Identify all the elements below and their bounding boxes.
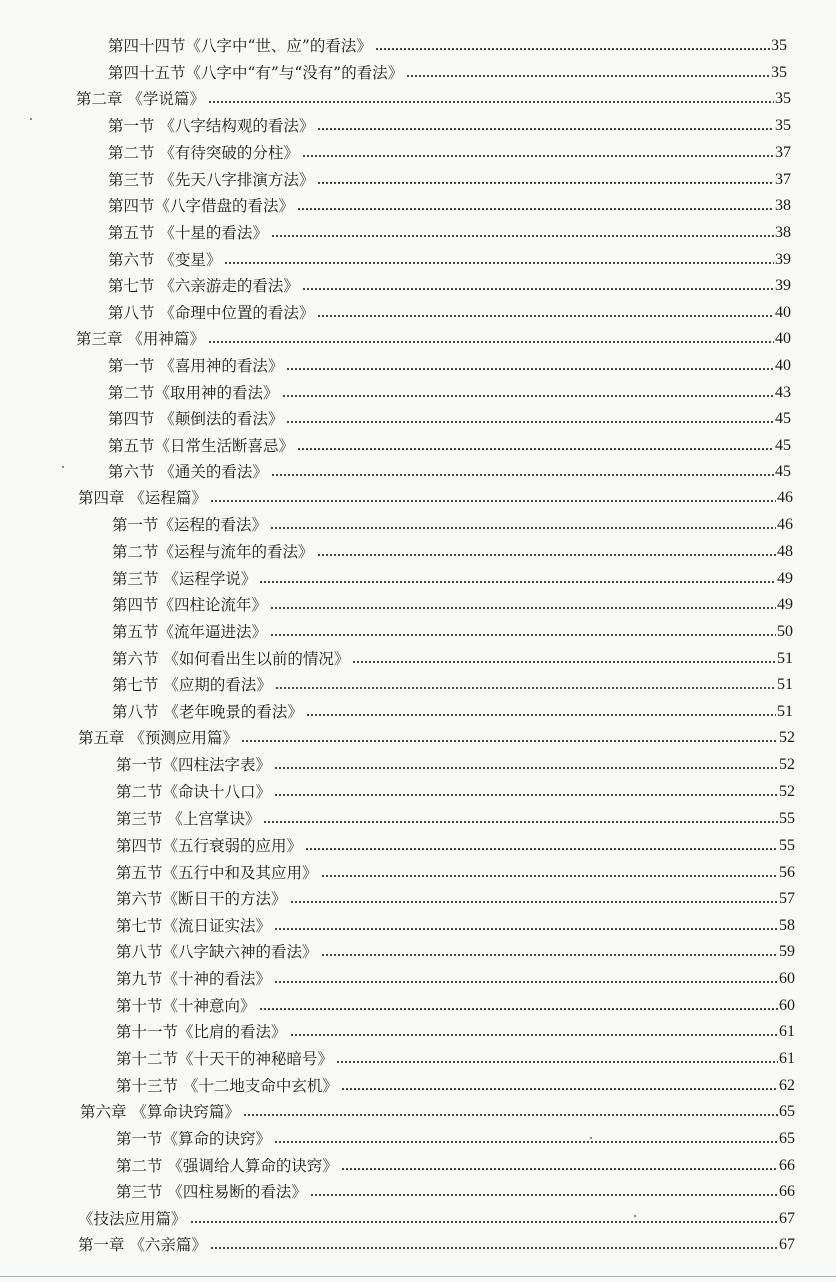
dot-leader	[321, 873, 778, 878]
toc-entry	[108, 297, 791, 323]
toc-entry-page-number: 51	[777, 650, 793, 667]
toc-entry-title: 第六节 《如何看出生以前的情况》	[112, 650, 350, 668]
toc-entry-page-number: 59	[779, 943, 795, 960]
toc-entry-page-number: 43	[775, 384, 791, 401]
toc-entry	[116, 1150, 795, 1176]
toc-entry-page-number: 55	[779, 837, 795, 854]
toc-entry-title: 第三节 《运程学说》	[112, 570, 257, 588]
dot-leader	[286, 366, 774, 371]
dot-leader	[274, 792, 778, 797]
dot-leader	[317, 552, 776, 557]
toc-entry	[116, 936, 795, 962]
dot-leader	[306, 712, 776, 717]
dot-leader	[302, 286, 774, 291]
toc-entry-title: 第三节 《四柱易断的看法》	[116, 1183, 307, 1201]
toc-entry-title: 第四章 《运程篇》	[78, 489, 207, 507]
toc-entry-title: 第四节《四柱论流年》	[112, 596, 268, 614]
toc-entry-page-number: 49	[777, 596, 793, 613]
toc-entry	[108, 270, 791, 296]
dot-leader	[317, 180, 774, 185]
toc-entry-page-number: 40	[775, 357, 791, 374]
dot-leader	[263, 819, 778, 824]
toc-entry	[116, 963, 795, 989]
dot-leader	[297, 446, 774, 451]
toc-entry	[78, 1229, 795, 1255]
toc-entry	[116, 990, 795, 1016]
toc-entry	[76, 323, 791, 349]
toc-entry	[108, 30, 787, 56]
toc-entry-title: 第四十四节《八字中“世、应”的看法》	[108, 37, 372, 55]
toc-entry-title: 第五节《五行中和及其应用》	[116, 864, 318, 882]
toc-entry-title: 第三节 《先天八字排演方法》	[108, 171, 315, 189]
toc-entry	[108, 430, 791, 456]
toc-entry-page-number: 61	[779, 1023, 795, 1040]
toc-entry	[116, 776, 795, 802]
toc-entry-title: 第四节《八字借盘的看法》	[108, 197, 295, 215]
toc-entry-title: 第一章 《六亲篇》	[78, 1236, 207, 1254]
toc-entry	[108, 350, 791, 376]
dot-leader	[274, 979, 778, 984]
dot-leader	[259, 579, 776, 584]
toc-entry-page-number: 66	[779, 1157, 795, 1174]
toc-entry-page-number: 58	[779, 917, 795, 934]
toc-entry-page-number: 35	[771, 37, 787, 54]
toc-entry	[116, 1016, 795, 1042]
toc-entry	[112, 669, 793, 695]
toc-entry	[108, 403, 791, 429]
toc-entry-title: 第六章 《算命诀窍篇》	[80, 1103, 240, 1121]
toc-entry-page-number: 66	[779, 1183, 795, 1200]
dot-leader	[271, 472, 774, 477]
toc-entry	[112, 643, 793, 669]
toc-entry	[108, 190, 791, 216]
toc-entry-title: 第一节《运程的看法》	[112, 516, 268, 534]
toc-entry	[112, 696, 793, 722]
dot-leader	[286, 419, 774, 424]
dot-leader	[270, 632, 776, 637]
dot-leader	[243, 1112, 778, 1117]
toc-entry	[108, 377, 791, 403]
toc-entry	[108, 456, 791, 482]
toc-entry	[112, 563, 793, 589]
toc-entry	[80, 1096, 795, 1122]
dot-leader	[297, 206, 774, 211]
toc-entry-title: 第六节 《通关的看法》	[108, 463, 268, 481]
toc-entry	[116, 1123, 795, 1149]
toc-entry	[108, 137, 791, 163]
toc-entry-page-number: 51	[777, 703, 793, 720]
toc-entry-title: 《技法应用篇》	[78, 1210, 187, 1228]
toc-entry-page-number: 52	[779, 756, 795, 773]
toc-entry-title: 第七节《流日证实法》	[116, 917, 272, 935]
dot-leader	[336, 1059, 778, 1064]
toc-entry-page-number: 39	[775, 251, 791, 268]
dot-leader	[270, 605, 776, 610]
toc-entry	[108, 164, 791, 190]
toc-entry-page-number: 46	[777, 489, 793, 506]
toc-entry-title: 第二节《命诀十八口》	[116, 783, 272, 801]
dot-leader	[290, 899, 778, 904]
dot-leader	[282, 393, 774, 398]
toc-entry-title: 第六节 《变星》	[108, 251, 222, 269]
dot-leader	[341, 1166, 778, 1171]
dot-leader	[352, 659, 776, 664]
toc-entry	[112, 536, 793, 562]
toc-entry	[78, 482, 793, 508]
toc-entry-title: 第一节 《八字结构观的看法》	[108, 117, 315, 135]
page-bottom-border	[0, 1276, 836, 1277]
toc-entry-page-number: 52	[779, 729, 795, 746]
toc-entry-page-number: 52	[779, 783, 795, 800]
toc-entry-page-number: 37	[775, 171, 791, 188]
toc-entry-title: 第一节 《喜用神的看法》	[108, 357, 284, 375]
toc-entry	[76, 83, 791, 109]
toc-entry-page-number: 65	[779, 1130, 795, 1147]
toc-entry-title: 第九节《十神的看法》	[116, 970, 272, 988]
toc-entry-page-number: 62	[779, 1077, 795, 1094]
dot-leader	[224, 260, 774, 265]
toc-entry-page-number: 65	[779, 1103, 795, 1120]
dot-leader	[190, 1219, 778, 1224]
toc-entry-title: 第二节《运程与流年的看法》	[112, 543, 314, 561]
toc-entry-page-number: 45	[775, 410, 791, 427]
toc-entry	[78, 722, 795, 748]
toc-entry-title: 第八节 《老年晚景的看法》	[112, 703, 303, 721]
toc-entry	[112, 589, 793, 615]
toc-entry	[112, 509, 793, 535]
toc-entry-page-number: 67	[779, 1236, 795, 1253]
toc-entry-title: 第四节 《颠倒法的看法》	[108, 410, 284, 428]
toc-entry-page-number: 55	[779, 810, 795, 827]
toc-entry-title: 第二节 《有待突破的分柱》	[108, 144, 299, 162]
toc-entry-title: 第一节《算命的诀窍》	[116, 1130, 272, 1148]
dot-leader	[305, 846, 778, 851]
dot-leader	[241, 738, 778, 743]
toc-entry-title: 第六节《断日干的方法》	[116, 890, 287, 908]
toc-entry-title: 第四十五节《八字中“有”与“没有”的看法》	[108, 64, 404, 82]
toc-entry	[116, 883, 795, 909]
toc-entry-page-number: 35	[775, 90, 791, 107]
dot-leader	[321, 952, 778, 957]
toc-entry-page-number: 37	[775, 144, 791, 161]
toc-entry-title: 第五章 《预测应用篇》	[78, 729, 238, 747]
toc-entry-page-number: 38	[775, 197, 791, 214]
toc-entry-page-number: 45	[775, 437, 791, 454]
toc-entry-page-number: 56	[779, 864, 795, 881]
toc-entry	[108, 217, 791, 243]
toc-entry-page-number: 57	[779, 890, 795, 907]
toc-entry-title: 第二章 《学说篇》	[76, 90, 205, 108]
toc-entry-page-number: 40	[775, 330, 791, 347]
toc-entry-title: 第三章 《用神篇》	[76, 330, 205, 348]
toc-entry	[116, 803, 795, 829]
toc-entry-title: 第三节 《上宫掌诀》	[116, 810, 261, 828]
dot-leader	[406, 73, 770, 78]
dot-leader	[274, 1139, 778, 1144]
toc-entry	[116, 910, 795, 936]
dot-leader	[317, 313, 774, 318]
toc-entry-page-number: 61	[779, 1050, 795, 1067]
toc-entry	[108, 110, 791, 136]
toc-entry-title: 第十二节《十天干的神秘暗号》	[116, 1050, 334, 1068]
toc-entry-page-number: 60	[779, 997, 795, 1014]
dot-leader	[270, 525, 776, 530]
toc-entry-page-number: 35	[771, 64, 787, 81]
toc-entry-page-number: 38	[775, 224, 791, 241]
toc-entry-title: 第五节《流年逼进法》	[112, 623, 268, 641]
dot-leader	[317, 126, 774, 131]
toc-entry-page-number: 48	[777, 543, 793, 560]
toc-entry-page-number: 35	[775, 117, 791, 134]
toc-entry-page-number: 49	[777, 570, 793, 587]
toc-entry	[108, 57, 787, 83]
toc-entry-page-number: 51	[777, 676, 793, 693]
toc-entry-title: 第十一节《比肩的看法》	[116, 1023, 287, 1041]
toc-entry-page-number: 46	[777, 516, 793, 533]
toc-entry-title: 第七节 《六亲游走的看法》	[108, 277, 299, 295]
dot-leader	[208, 99, 774, 104]
toc-entry-title: 第八节 《命理中位置的看法》	[108, 304, 315, 322]
toc-entry-title: 第七节 《应期的看法》	[112, 676, 272, 694]
page-speck	[30, 118, 32, 120]
dot-leader	[274, 765, 778, 770]
toc-entry-page-number: 39	[775, 277, 791, 294]
toc-entry-title: 第二节《取用神的看法》	[108, 384, 279, 402]
page-speck	[62, 466, 64, 468]
toc-entry-page-number: 60	[779, 970, 795, 987]
toc-entry	[116, 830, 795, 856]
toc-entry-title: 第五节 《十星的看法》	[108, 224, 268, 242]
dot-leader	[259, 1006, 778, 1011]
page-speck	[590, 1137, 592, 1139]
toc-entry-title: 第二节 《强调给人算命的诀窍》	[116, 1157, 338, 1175]
toc-entry	[108, 244, 791, 270]
toc-entry-page-number: 40	[775, 304, 791, 321]
dot-leader	[274, 926, 778, 931]
toc-entry-title: 第五节《日常生活断喜忌》	[108, 437, 295, 455]
toc-entry	[116, 1043, 795, 1069]
dot-leader	[310, 1192, 778, 1197]
dot-leader	[271, 233, 774, 238]
dot-leader	[208, 339, 774, 344]
dot-leader	[375, 46, 770, 51]
toc-entry-page-number: 50	[777, 623, 793, 640]
toc-entry-page-number: 45	[775, 463, 791, 480]
dot-leader	[290, 1032, 778, 1037]
dot-leader	[210, 1245, 778, 1250]
toc-entry	[116, 857, 795, 883]
toc-entry	[78, 1203, 795, 1229]
dot-leader	[210, 498, 776, 503]
dot-leader	[275, 685, 776, 690]
toc-entry-title: 第十三节 《十二地支命中玄机》	[116, 1077, 338, 1095]
dot-leader	[341, 1086, 778, 1091]
toc-entry-page-number: 67	[779, 1210, 795, 1227]
page-speck	[634, 1215, 636, 1217]
toc-entry	[116, 1176, 795, 1202]
toc-entry-title: 第十节《十神意向》	[116, 997, 256, 1015]
toc-entry	[116, 1070, 795, 1096]
toc-entry	[112, 616, 793, 642]
toc-entry	[116, 749, 795, 775]
toc-entry-title: 第一节《四柱法字表》	[116, 756, 272, 774]
toc-entry-title: 第四节《五行衰弱的应用》	[116, 837, 303, 855]
toc-entry-title: 第八节《八字缺六神的看法》	[116, 943, 318, 961]
dot-leader	[302, 153, 774, 158]
